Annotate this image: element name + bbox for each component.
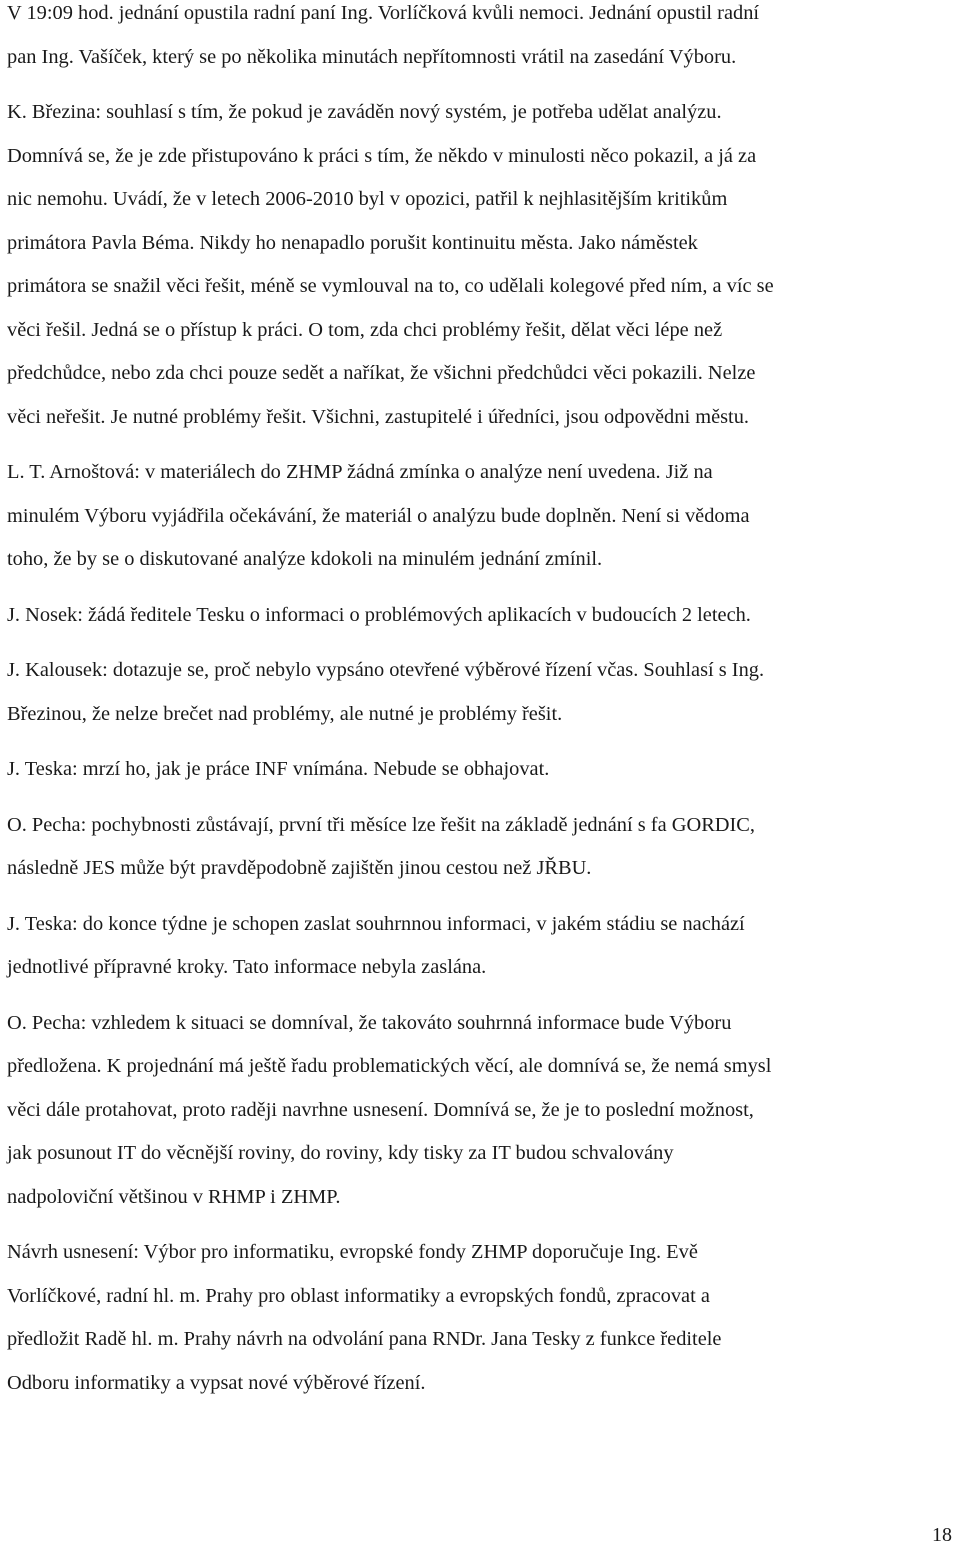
text-line: primátora se snažil věci řešit, méně se vymlouval na to, co udělali kolegové před ním, a víc se: [7, 275, 774, 297]
paragraph: [7, 649, 947, 736]
text-line: pan Ing. Vašíček, který se po několika minutách nepřítomnosti vrátil na zasedání Výboru.: [7, 45, 737, 68]
paragraph: [7, 451, 947, 582]
text-line: Odboru informatiky a vypsat nové výběrové řízení.: [7, 1371, 426, 1394]
text-line: následně JES může být pravděpodobně zajištěn jinou cestou než JŘBU.: [7, 857, 592, 879]
paragraph: [7, 1002, 947, 1220]
text-line: O. Pecha: pochybnosti zůstávají, první tři měsíce lze řešit na základě jednání s fa GORDIC,: [7, 813, 756, 836]
text-line: J. Teska: mrzí ho, jak je práce INF vnímána. Nebude se obhajovat.: [7, 758, 550, 780]
text-line: J. Kalousek: dotazuje se, proč nebylo vypsáno otevřené výběrové řízení včas. Souhlasí s Ing.: [7, 659, 765, 681]
text-line: L. T. Arnoštová: v materiálech do ZHMP žádná zmínka o analýze není uvedena. Již na: [7, 461, 713, 483]
text-line: jak posunout IT do věcnější roviny, do roviny, kdy tisky za IT budou schvalovány: [7, 1142, 674, 1164]
text-line: O. Pecha: vzhledem k situaci se domníval, že takováto souhrnná informace bude Výboru: [7, 1011, 732, 1034]
text-line: primátora Pavla Béma. Nikdy ho nenapadlo porušit kontinuitu města. Jako náměstek: [7, 231, 698, 254]
paragraph: [7, 1231, 947, 1405]
text-line: J. Nosek: žádá ředitele Tesku o informaci o problémových aplikacích v budoucích 2 letech.: [7, 603, 751, 626]
text-line: Domnívá se, že je zde přistupováno k práci s tím, že někdo v minulosti něco pokazil, a já za: [7, 144, 757, 167]
text-line: Vorlíčkové, radní hl. m. Prahy pro oblast informatiky a evropských fondů, zpracovat a: [7, 1284, 710, 1307]
text-line: J. Teska: do konce týdne je schopen zaslat souhrnnou informaci, v jakém stádiu se nachází: [7, 912, 745, 935]
text-line: minulém Výboru vyjádřila očekávání, že materiál o analýzu bude doplněn. Není si vědoma: [7, 504, 750, 527]
text-line: K. Březina: souhlasí s tím, že pokud je zaváděn nový systém, je potřeba udělat analýzu.: [7, 101, 722, 123]
paragraph: [7, 804, 947, 891]
document-body: [7, 0, 947, 1417]
text-line: nic nemohu. Uvádí, že v letech 2006-2010 byl v opozici, patřil k nejhlasitějším kritikům: [7, 188, 728, 210]
text-line: věci neřešit. Je nutné problémy řešit. Všichni, zastupitelé i úředníci, jsou odpovědni městu.: [7, 405, 750, 428]
text-line: toho, že by se o diskutované analýze kdokoli na minulém jednání zmínil.: [7, 548, 603, 570]
text-line: předložena. K projednání má ještě řadu problematických věcí, ale domnívá se, že nemá smysl: [7, 1055, 772, 1077]
text-line: věci řešil. Jedná se o přístup k práci. O tom, zda chci problémy řešit, dělat věci lépe než: [7, 318, 723, 341]
text-line: jednotlivé přípravné kroky. Tato informace nebyla zaslána.: [7, 956, 487, 978]
paragraph: [7, 903, 947, 990]
text-line: nadpoloviční většinou v RHMP i ZHMP.: [7, 1185, 341, 1208]
paragraph: [7, 0, 947, 79]
page-number: 18: [932, 1524, 952, 1546]
paragraph: [7, 748, 947, 792]
text-line: předložit Radě hl. m. Prahy návrh na odvolání pana RNDr. Jana Tesky z funkce ředitele: [7, 1328, 722, 1350]
text-line: předchůdce, nebo zda chci pouze sedět a naříkat, že všichni předchůdci věci pokazili. Nelze: [7, 362, 756, 384]
paragraph: [7, 594, 947, 638]
paragraph: [7, 91, 947, 439]
text-line: Návrh usnesení: Výbor pro informatiku, evropské fondy ZHMP doporučuje Ing. Evě: [7, 1241, 698, 1263]
text-line: V 19:09 hod. jednání opustila radní paní Ing. Vorlíčková kvůli nemoci. Jednání opustil radní: [7, 2, 760, 24]
text-line: věci dále protahovat, proto raději navrhne usnesení. Domnívá se, že je to poslední možnost,: [7, 1098, 754, 1121]
text-line: Březinou, že nelze brečet nad problémy, ale nutné je problémy řešit.: [7, 702, 563, 725]
